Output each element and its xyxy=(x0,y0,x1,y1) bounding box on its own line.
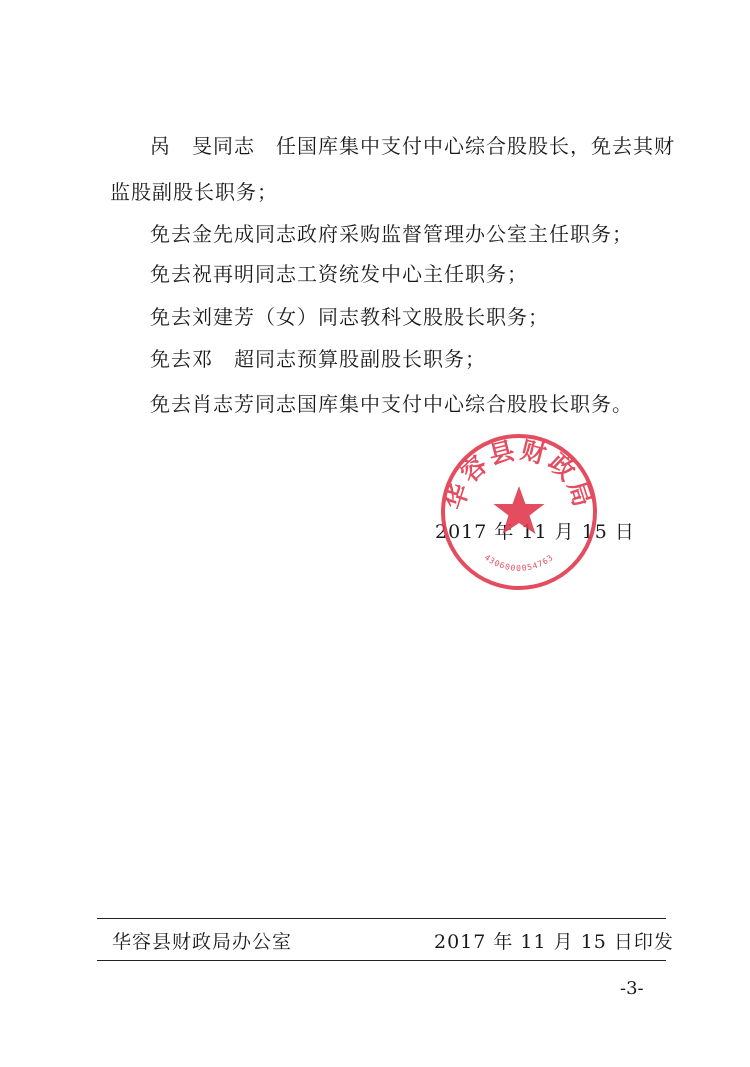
footer-top-rule xyxy=(97,918,666,919)
seal-text: 华容县财政局 xyxy=(439,435,599,513)
official-seal xyxy=(439,432,599,592)
body-line-2: 监股副股长职务； xyxy=(110,180,278,204)
body-line-4: 免去祝再明同志工资统发中心主任职务； xyxy=(150,262,528,286)
page-number: -3- xyxy=(620,978,644,999)
body-line-7: 免去肖志芳同志国库集中支付中心综合股股长职务。 xyxy=(150,392,633,416)
signature-date: 2017 年 11 月 15 日 xyxy=(435,521,635,543)
body-line-5: 免去刘建芳（女）同志教科文股股长职务； xyxy=(150,305,549,329)
body-line-3: 免去金先成同志政府采购监督管理办公室主任职务； xyxy=(150,222,633,246)
footer-office: 华容县财政局办公室 xyxy=(112,931,293,953)
svg-text:4306000054763 xyxy=(483,553,556,573)
body-line-6: 免去邓 超同志预算股副股长职务； xyxy=(150,347,486,371)
body-line-1: 呙 旻同志 任国库集中支付中心综合股股长，免去其财 xyxy=(150,134,675,158)
footer-print-date: 2017 年 11 月 15 日印发 xyxy=(434,931,674,953)
seal-number: 4306000054763 xyxy=(482,552,556,573)
seal-star-icon xyxy=(494,486,545,534)
footer-bottom-rule xyxy=(97,960,666,961)
